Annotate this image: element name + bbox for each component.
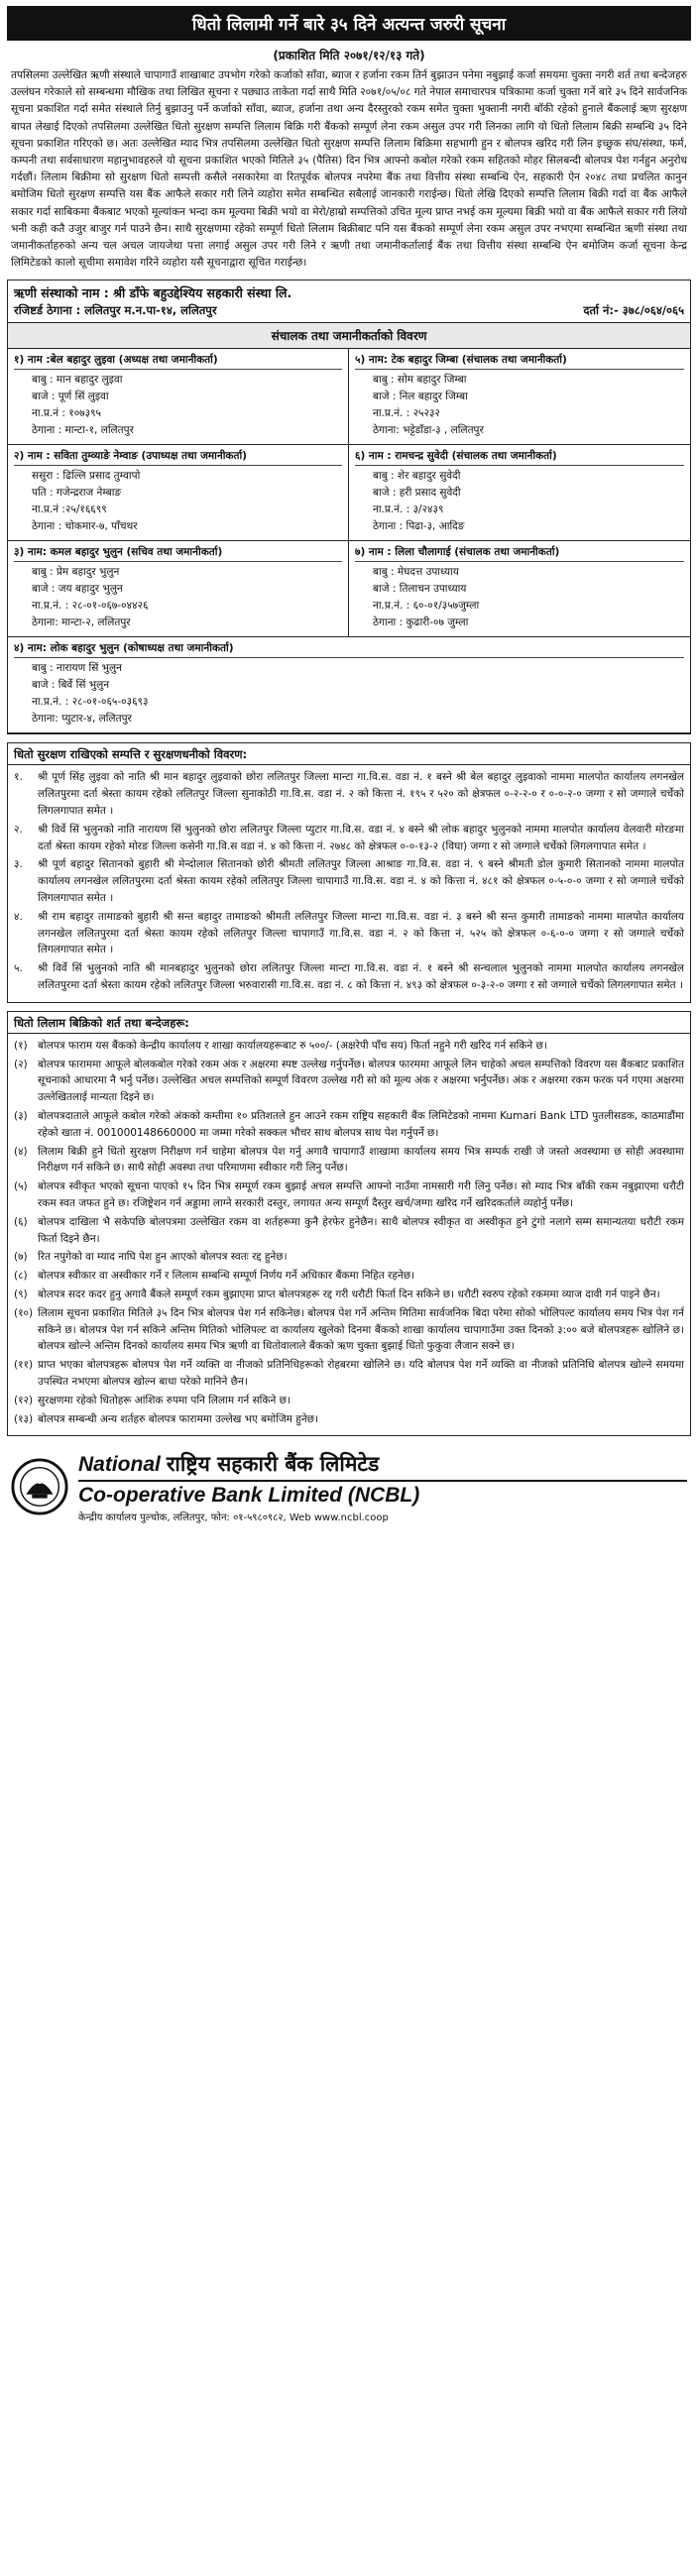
borrower-address: रजिष्टर्ड ठेगाना : ललितपुर म.न.पा-१४, ललितपुर [14,303,217,318]
terms-list [8,1034,690,1436]
term-item-text: प्राप्त भएका बोलपत्रहरू बोलपत्र पेश गर्ने व्यक्ति वा नीजको प्रतिनिधिहरूको रोहबरमा खोलिने छ। यदि बोलपत्र पेश गर्ने व्यक्ति वा नीजको प्रतिनिधि बोलपत्र खोल्ने समयमा उपस्थित नभएमा बोलपत्र खोल्न बाधा परेको मानिने छैन। [38,1359,684,1388]
term-item-number: (७) [14,1251,28,1264]
collateral-list [8,765,690,1001]
director-card [349,541,690,637]
collateral-item [14,822,684,855]
term-item-text: बोलपत्र दाखिला भै सकेपछि बोलपत्रमा उल्लेखित रकम वा शर्तहरूमा कुनै हेरफेर हुनेछैन। साथै बोलपत्र स्वीकृत वा अस्वीकृत हुने टुंगो नलागे सम्म समान्यतया धरौटी रकम फिर्ता दिइने छैन। [38,1215,684,1245]
collateral-item-text: श्री विर्वे सिं भुलुनको नाति नारायण सिं भुलुनको छोरा ललितपुर जिल्ला प्युटार गा.वि.स. वडा नं. ४ बस्ने श्री लोक बहादुर भुलुनको नाममा मालपोत कार्यालय वेलवारी मोरङमा दर्ता श्रेस्ता कायम रहेको मोरङ जिल्ला कसेनी गा.वि.स वडा नं. ४ को कित्ता नं. २७४८ को क्षेत्रफल ०-०-१३-२ (विघा) जग्गा र सो जग्गाले चर्चेको लिगलगापात समेत । [38,823,684,852]
term-item [14,1411,684,1428]
term-item-number: (२) [14,1058,28,1070]
director-detail: ससुरा : ढिल्लि प्रसाद तुम्वापो [32,470,141,483]
term-item-text: बोलपत्र सम्बन्धी अन्य शर्तहरु बोलपत्र फाराममा उल्लेख भए बमोजिम हुनेछ। [38,1412,319,1425]
term-item [14,1287,684,1303]
collateral-item [14,769,684,819]
director-detail: ना.प्र.नं. : २८-०१-०६५-०३६९३ [32,696,149,709]
borrower-reg-no: दर्ता नं:- ३७८/०६४/०६५ [583,303,684,318]
term-item [14,1038,684,1055]
director-detail: बाजे : पूर्ण सिं लुइवा [32,391,109,403]
term-item-number: (५) [14,1180,28,1193]
term-item-number: (४) [14,1145,28,1158]
collateral-box [7,742,691,1002]
borrower-name: ऋणी संस्थाको नाम : श्री डाँफे बहुउद्देश्यिय सहकारी संस्था लि. [14,285,292,301]
collateral-item-text: श्री पूर्ण बहादुर सितानको बुहारी श्री मेन्दोलाल सितानको छोरी श्रीमती ललितपुर जिल्ला आश्राङ गा.वि.स. वडा नं. ९ बस्ने श्रीमती डोल कुमारी सितानको नाममा मालपोत कार्यालय लगनखेल ललितपुरमा दर्ता श्रेस्ता कायम रहेको ललितपुर जिल्ला चापागाउँ गा.वि.स. वडा नं. ४ को कित्ता नं. ४८१ को क्षेत्रफल ०-५-०-० जग्गा र सो जग्गाले चर्चेको लिगलगापात समेत । [38,858,684,905]
director-detail: बाजे : तिलाचन उपाध्याय [373,583,467,596]
director-detail: ना.प्र.नं. : २५२३२ [373,407,440,420]
director-card [8,637,690,733]
director-detail: बाबु : सोम बहादुर जिम्बा [373,374,467,387]
director-detail: बाबु : नारायण सिं भुलुन [32,662,122,675]
director-detail: ना.प्र.नं :२५/१६६९९ [32,504,107,516]
bank-footer [7,1446,691,1527]
director-detail: ठेगाना : पिढा-३, आदिङ [373,520,465,533]
collateral-item-number: ४. [14,910,23,923]
term-item-text: बोलपत्र फाराम यस बैंकको केन्द्रीय कार्यालय र शाखा कार्यालयहरूबाट रु ५००/- (अक्षरेपी पाँच सय) फिर्ता नहुने गरी खरिद गर्न सकिने छ। [38,1039,547,1052]
term-item-number: (६) [14,1215,28,1228]
bank-brand [78,1450,687,1523]
director-detail: बाजे : हरी प्रसाद सुवेदी [373,487,461,500]
director-card [8,541,349,637]
term-item-text: लिलाम बिक्री हुने धितो सुरक्षण निरीक्षण गर्न चाहेमा बोलपत्र पेश गर्नु अगावै चापागाउँ शाखामा कार्यालय समय भित्र सम्पर्क राखी जे जस्तो अवस्थामा छ सोही अवस्थामा निरीक्षण गर्न सकिने छ। साथै सोही अवस्था तथा परिमाणमा स्वीकार गरी लिनु पर्नेछ। [38,1145,684,1175]
term-item-text: बोलपत्रदाताले आफूले कबोल गरेको अंकको कम्तीमा १० प्रतिशतले हुन आउने रकम राष्ट्रिय सहकारी बैंक लिमिटेडको नाममा Kumari Bank LTD पुतलीसडक, काठमाडौंमा रहेको खाता नं. 001000148660000 मा जम्मा गरेको सक्कल भौचर साथ बोलपत्र साथ पेश गर्नुपर्ने छ। [38,1109,684,1139]
director-name: ५) नाम: टेक बहादुर जिम्बा (संचालक तथा जमानीकर्ता) [355,352,684,370]
collateral-item [14,909,684,958]
term-item [14,1393,684,1409]
term-item-text: लिलाम सूचना प्रकाशित मितिले ३५ दिन भित्र बोलपत्र पेश गर्न सकिनेछ। बोलपत्र पेश गर्ने अन्तिम मितिमा सार्वजनिक बिदा परेमा सोको भोलिपल्ट कार्यालय समय भित्र पेश गर्न सकिने छ। बोलपत्र पेश गर्न सकिने अन्तिम मितिको भोलिपल्ट वा कार्यालय खुलेको दिनमा बैंकको शाखा कार्यालय चापागाउँमा उक्त दिनको ३:०० बजे बोलपत्रहरू खोलिने छ। बोलपत्र खोल्ने अन्तिम दिनको कार्यालय समय भित्र ऋणी वा धितोवालाले बैंकको ऋण चुक्ता बुझाई धितो फुकुवा लैजान सक्ने छ। [38,1306,684,1353]
term-item-text: बोलपत्र सदर कदर हुनु अगावै बैंकले सम्पूर्ण रकम बुझाएमा प्राप्त बोलपत्रहरू रद्द गरी धरौटी फिर्ता दिन सकिने छ। धरौटी स्वरुप रहेको रकममा व्याज दावी गर्न पाइने छैन। [38,1288,660,1300]
collateral-item-text: श्री राम बहादुर तामाङको बुहारी श्री सन्त बहादुर तामाङको श्रीमती ललितपुर जिल्ला मान्टा गा.वि.स. वडा नं. ३ बस्ने श्री सन्त कुमारी तामाङको नाममा मालपोत कार्यालय लगनखेल ललितपुरमा दर्ता श्रेस्ता कायम रहेको ललितपुर जिल्ला चापागाउँ गा.वि.स. वडा नं. २ को कित्ता नं. ५२५ को क्षेत्रफल ०-६-०-० जग्गा र सो जग्गाले चर्चेको लिगलगापात समेत । [38,910,684,956]
collateral-item-number: २. [14,823,23,836]
collateral-item-number: १. [14,771,23,784]
term-item-number: (१) [14,1039,28,1052]
director-card [8,349,349,445]
bank-address: केन्द्रीय कार्यालय पुल्चोक, ललितपुर, फोन: ०१-५९८०९८२, Web www.ncbl.coop [78,1512,389,1524]
director-detail: बाबु : मान बहादुर लुइवा [32,374,123,387]
directors-heading: संचालक तथा जमानीकर्ताको विवरण [8,322,690,349]
term-item-text: रित नपुगेको वा म्याद नाघि पेश हुन आएको बोलपत्र स्वतः रद्द हुनेछ। [38,1251,288,1264]
director-detail: बाजे : बिर्वे सिं भुलुन [32,679,110,692]
director-detail: ना.प्र.नं. : ३/२४३९ [373,504,444,516]
term-item [14,1144,684,1177]
director-detail: ठेगाना: मान्टा-२, ललितपुर [32,616,131,629]
term-item-number: (१२) [14,1394,34,1406]
collateral-item-number: ५. [14,962,23,975]
director-card [349,349,690,445]
term-item-number: (१०) [14,1306,34,1319]
term-item-text: बोलपत्र फाराममा आफूले बोलकबोल गरेको रकम अंक र अक्षरमा स्पष्ट उल्लेख गर्नुपर्नेछ। बोलपत्र फारममा आफूले लिन चाहेको अचल सम्पत्तिको विवरण यस बैंकबाट प्रकाशित सूचनाको आधारमा नै भर्नु पर्नेछ। उल्लेखित अचल सम्पत्तिको सम्पूर्ण विवरण उल्लेख गरी सो को मूल्य अंक र अक्षरमा भर्नुपर्नेछ। अंक र अक्षरमा रकम फरक पर्न गएमा अक्षरमा उल्लेखितलाई मान्यता दिइने छ। [38,1058,684,1104]
director-card [349,445,690,541]
director-name: ३) नाम: कमल बहादुर भुलुन (सचिव तथा जमानीकर्ता) [14,544,342,562]
term-item-number: (९) [14,1288,28,1300]
director-detail: बाबु : शेर बहादुर सुवेदी [373,470,461,483]
brand-top-row [78,1450,687,1482]
brand-en-bottom: Co-operative Bank Limited (NCBL) [78,1484,420,1508]
term-item [14,1057,684,1106]
notice-title: धितो लिलामी गर्ने बारे ३५ दिने अत्यन्त जरुरी सूचना [7,6,691,41]
collateral-item-text: श्री विर्वे सिं भुलुनको नाति श्री मानबहादुर भुलुनको छोरा ललितपुर जिल्ला मान्टा गा.वि.स. वडा नं. १ बस्ने श्री सन्चलाल भुलुनको नाममा मालपोत कार्यालय लगनखेल ललितपुरमा दर्ता श्रेस्ता कायम रहेको ललितपुर जिल्ला भरुवारासी गा.वि.स. वडा नं. ८ को कित्ता नं. ४९३ को क्षेत्रफल ०-३-२-० जग्गा र सो जग्गाले चर्चेको लिगलगापात समेत । [38,962,684,991]
term-item-number: (३) [14,1109,28,1122]
term-item-text: सुरक्षणमा रहेको धितोहरू आंशिक रुपमा पनि लिलाम गर्न सकिने छ। [38,1394,291,1406]
collateral-item-text: श्री पूर्ण सिंह लुइवा को नाति श्री मान बहादुर लुइवाको छोरा ललितपुर जिल्ला मान्टा गा.वि.स. वडा नं. १ बस्ने श्री बेल बहादुर लुइवाको नाममा मालपोत कार्यालय लगनखेल ललितपुरमा दर्ता श्रेस्ता कायम रहेको ललितपुर जिल्ला सुनाकोठी गा.वि.स. वडा नं. २ को कित्ता नं. १९५ र ५२० को क्षेत्रफल ०-२-२-० र ०-०-२-० जग्गा र सो जग्गाले चर्चेको लिगलगापात समेत । [38,771,684,818]
directors-grid [8,349,690,733]
collateral-item [14,856,684,906]
term-item [14,1214,684,1248]
term-item-text: बोलपत्र स्वीकार वा अस्वीकार गर्ने र लिलाम सम्बन्धि सम्पूर्ण निर्णय गर्ने अधिकार बैंकमा निहित रहनेछ। [38,1270,415,1283]
brand-en-top: National [78,1453,161,1477]
director-detail: ना.प्र.नं. : ६०-०१/३५७जुम्ला [373,600,480,613]
director-name: १) नाम :बेल बहादुर लुइवा (अध्यक्ष तथा जमानीकर्ता) [14,352,342,370]
term-item [14,1178,684,1212]
term-item [14,1305,684,1355]
term-item-number: (११) [14,1359,34,1372]
borrower-address-row [14,301,684,320]
term-item [14,1357,684,1391]
director-detail: ठेगाना: प्युटार-४, ललितपुर [32,713,132,726]
director-detail: पति : गजेन्द्रराज नेम्बाङ [32,487,122,500]
borrower-header [8,280,690,322]
director-detail: ना.प्र.नं. : २८-०१-०६७-०४४२६ [32,600,149,613]
director-name: ४) नाम: लोक बहादुर भुलुन (कोषाध्यक्ष तथा जमानीकर्ता) [14,640,684,658]
brand-nepali: राष्ट्रिय सहकारी बैंक लिमिटेड [166,1452,380,1477]
term-item-number: (१३) [14,1412,34,1425]
director-name: ७) नाम : लिला चौलागाई (संचालक तथा जमानीकर्ता) [355,544,684,562]
publication-date: (प्रकाशित मिति २०७१/१२/१३ गते) [273,49,425,62]
notice-page [7,0,691,1527]
intro-paragraph: तपसिलमा उल्लेखित ऋणी संस्थाले चापागाउँ शाखाबाट उपभोग गरेको कर्जाको साँवा, ब्याज र हर्जाना रकम तिर्न बुझाउन पनेमा नबुझाई कर्जा समयमा चुक्ता नगरी शर्त तथा बन्देजहरु उल्लंघन गरेकाले सो सम्बन्धमा मौखिक तथा लिखित सूचना र पछ्याउ ताकेता गर्दा साथै मिति २०७१/०५/०८ गते नेपाल समाचारपत्र पत्रिकामा कर्जा चुक्ता गर्ने बारे ३५ दिने सार्वजनिक सूचना प्रकाशित गर्दा समेत संस्थाले तिर्नु बुझाउनु पर्ने कर्जाको साँवा, ब्याज, हर्जाना तथा अन्य दैरस्तुरको रकम समेत चुक्ता भुक्तानी नगरी बाँकी रहेको हुनाले बैंकलाई ऋण सुरक्षण बापत लेखाई दिएको तपसिलमा उल्लेखित धितो सुरक्षण सम्पत्ति लिलाम बिक्रि गरी बैंकको सम्पूर्ण लेना रकम असुल उपर गरी लिनका लागि यो धितो लिलाम बिक्री सम्बन्धि ३५ दिने सूचना प्रकाशित गरिएको छ। अतः उल्लेखित म्याद भित्र तपसिलमा उल्लेखित धितो सुरक्षण सम्पत्ति लिलाम बिक्रिमा सहभागी हुन र बोलपत्र खरिद गरी लिन इच्छुक संघ/संस्था, फर्म, कम्पनी तथा सर्वसाधारण महानुभावहरुले यो सूचना प्रकाशित भएको मितिले ३५ (पैतिस) दिन भित्र आफ्नो कबोल गरेको रकम सहितको मोहर सिलबन्दी बोलपत्र पेश गर्नहुन अनुरोध गर्दछौं। लिलाम बिक्रीमा सो सुरक्षण धितो सम्पत्ती कसैले नसकारेमा वा रितपूर्वक बोलपत्र नपरेमा बैंक तथा वित्तीय संस्था सम्बन्धि ऐन, सहकारी ऐन २०४८ तथा प्रचलित कानुन बमोजिम धितो सुरक्षण सम्पत्ति यस बैंक आफैले सकार गरी लिने व्यहोरा समेत सम्बन्धित सबैलाई जानकारी गराईन्छ। धितो लेखि दिएको सम्पत्ति लिलाम बिक्री गर्दा वा बैंक आफैले सकार गर्दा साबिकमा बैंकबाट भएको मूल्यांकन भन्दा कम मूल्यमा बिक्री भयो वा मेरो/हाम्रो सम्पत्तिको उचित मूल्य प्राप्त नभई कम मूल्यमा बिक्री भयो वा बैंक आफैले सकार गरी लियो भनी कही कतै उजुर बाजुर गर्न पाउने छैन। साथै सुरक्षणमा रहेको सम्पूर्ण धितो लिलाम बिक्रीबाट पनि यस बैंकको सम्पूर्ण लेना रकम असुल उपर नभएमा सम्बन्धित ऋणी संस्था तथा जमानीकर्ताहरुको अन्य चल अचल जायजेथा पत्ता लगाई असुल उपर गरी लिने र ऋणी तथा जमानीकर्तालाई बैंक तथा वित्तीय संस्था सम्बन्धि ऐन बमोजिम कर्जा सूचना केन्द्र लिमिटेडको कालो सूचीमा समावेश गरिने व्यहोरा यसै सूचनाद्वारा सूचित गराईन्छ। [11,69,687,270]
director-detail: बाजे : निल बहादुर जिम्बा [373,391,468,403]
director-detail: बाबु : प्रेम बहादुर भुलुन [32,566,120,579]
director-detail: बाजे : जय बहादुर भुलुन [32,583,123,596]
collateral-heading: धितो सुरक्षण राखिएको सम्पत्ति र सुरक्षणधनीको विवरण: [8,743,690,765]
director-detail: ठेगाना: भट्टेडाँडा-३ , ललितपुर [373,424,484,437]
director-detail: ठेगाना : मान्टा-१, ललितपुर [32,424,134,437]
director-detail: बाबु : मेघदत्त उपाध्याय [373,566,459,579]
terms-heading: धितो लिलाम बिक्रिको शर्त तथा बन्देजहरू: [8,1012,690,1034]
bank-logo-icon [11,1458,68,1515]
term-item [14,1249,684,1266]
director-name: २) नाम : सविता तुम्व्याङे नेम्वाङ (उपाध्यक्ष तथा जमानीकर्ता) [14,448,342,466]
term-item [14,1108,684,1142]
term-item [14,1268,684,1285]
collateral-item [14,960,684,994]
director-detail: ठेगाना : चोकमार-७, पाँचथर [32,520,138,533]
director-detail: ना.प्र.नं : १०७३९५ [32,407,101,420]
term-item-number: (८) [14,1270,28,1283]
borrower-box [7,280,691,734]
director-name: ६) नाम : रामचन्द्र सुवेदी (संचालक तथा जमानीकर्ता) [355,448,684,466]
collateral-item-number: ३. [14,858,23,871]
director-card [8,445,349,541]
terms-box [7,1011,691,1437]
director-detail: ठेगाना : कुढारी-०७ जुम्ला [373,616,469,629]
term-item-text: बोलपत्र स्वीकृत भएको सूचना पाएको १५ दिन भित्र सम्पूर्ण रकम बुझाई अचल सम्पत्ति आफ्नो नाउँमा नामसारी गरी लिनु पर्नेछ। सो म्याद भित्र बाँकी रकम नबुझाएमा धरौटी रकम स्वत जफत हुने छ। रजिष्ट्रेशन गर्न अड्डामा लाग्ने सरकारी दस्तुर, लगायत अन्य सम्पूर्ण दैस्तुर खर्च/जग्गा खरिद गर्ने खरिदकर्ताले व्यहोर्नु पर्नेछ। [38,1180,684,1209]
